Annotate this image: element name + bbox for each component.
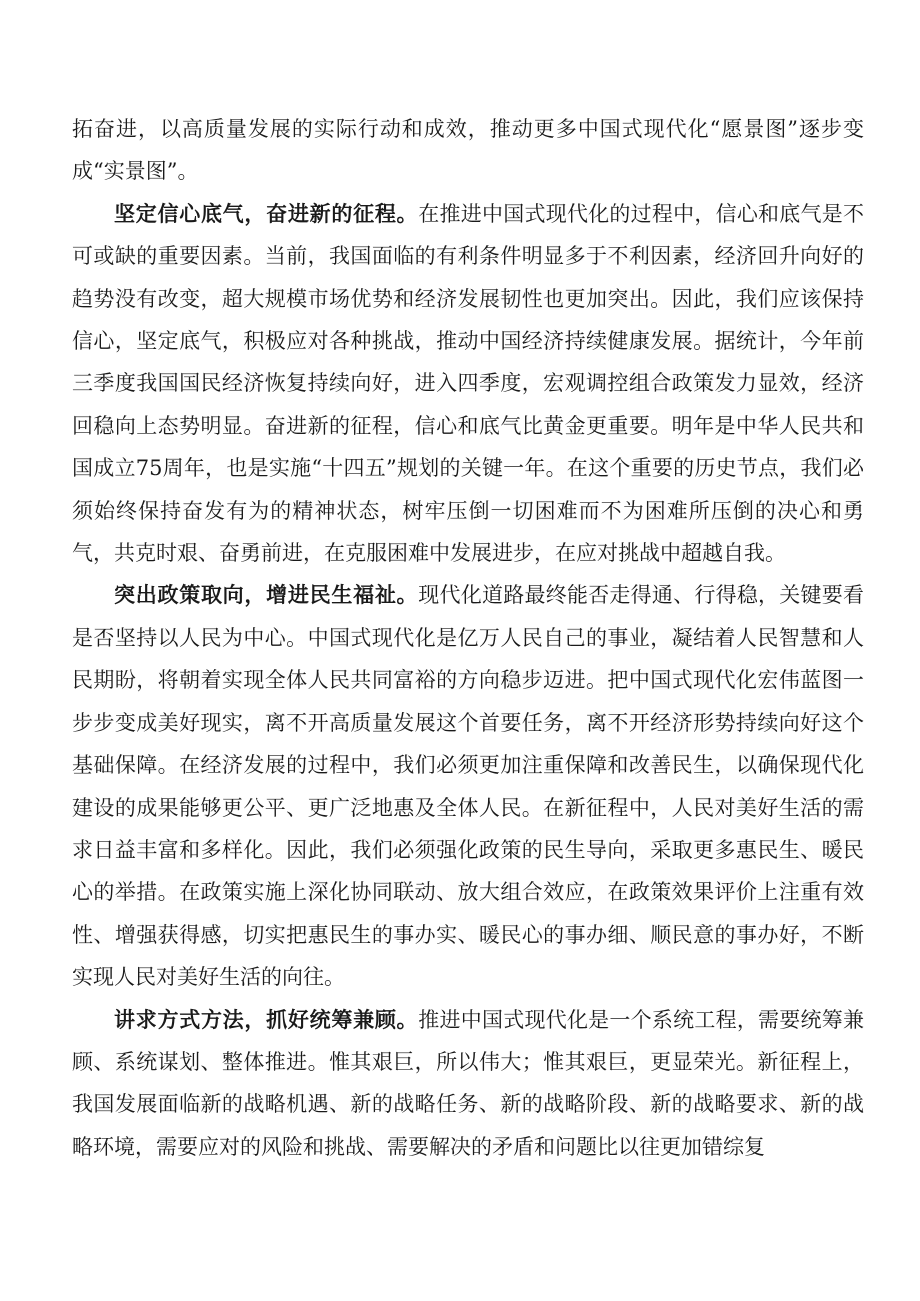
paragraph-continuation (72, 108, 864, 193)
paragraph-methods (72, 999, 864, 1169)
paragraph-body: 现代化道路最终能否走得通、行得稳，关键要看是否坚持以人民为中心。中国式现代化是亿万人民自己的事业，凝结着人民智慧和人民期盼，将朝着实现全体人民共同富裕的方向稳步迈进。把中国式现代化宏伟蓝图一步步变成美好现实，离不开高质量发展这个首要任务，离不开经济形势持续向好这个基础保障。在经济发展的过程中，我们必须更加注重保障和改善民生，以确保现代化建设的成果能够更公平、更广泛地惠及全体人民。在新征程中，人民对美好生活的需求日益丰富和多样化。因此，我们必须强化政策的民生导向，采取更多惠民生、暖民心的举措。在政策实施上深化协同联动、放大组合效应，在政策效果评价上注重有效性、增强获得感，切实把惠民生的事办实、暖民心的事办细、顺民意的事办好，不断实现人民对美好生活的向往。 (72, 583, 865, 990)
paragraph-confidence (72, 193, 864, 575)
paragraph-body: 拓奋进，以高质量发展的实际行动和成效，推动更多中国式现代化“愿景图”逐步变成“实景图”。 (72, 117, 864, 184)
paragraph-policy (72, 574, 864, 998)
paragraph-body: 推进中国式现代化是一个系统工程，需要统筹兼顾、系统谋划、整体推进。惟其艰巨，所以伟大；惟其艰巨，更显荣光。新征程上，我国发展面临新的战略机遇、新的战略任务、新的战略阶段、新的战略要求、新的战略环境，需要应对的风险和挑战、需要解决的矛盾和问题比以往更加错综复 (72, 1007, 865, 1159)
paragraph-body: 在推进中国式现代化的过程中，信心和底气是不可或缺的重要因素。当前，我国面临的有利条件明显多于不利因素，经济回升向好的趋势没有改变，超大规模市场优势和经济发展韧性也更加突出。因此，我们应该保持信心，坚定底气，积极应对各种挑战，推动中国经济持续健康发展。据统计，今年前三季度我国国民经济恢复持续向好，进入四季度，宏观调控组合政策发力显效，经济回稳向上态势明显。奋进新的征程，信心和底气比黄金更重要。明年是中华人民共和国成立75周年，也是实施“十四五”规划的关键一年。在这个重要的历史节点，我们必须始终保持奋发有为的精神状态，树牢压倒一切困难而不为困难所压倒的决心和勇气，共克时艰、奋勇前进，在克服困难中发展进步，在应对挑战中超越自我。 (72, 201, 865, 566)
paragraph-lead: 讲求方式方法，抓好统筹兼顾。 (114, 1007, 419, 1032)
paragraph-lead: 突出政策取向，增进民生福祉。 (114, 583, 419, 608)
paragraph-lead: 坚定信心底气，奋进新的征程。 (114, 201, 419, 226)
